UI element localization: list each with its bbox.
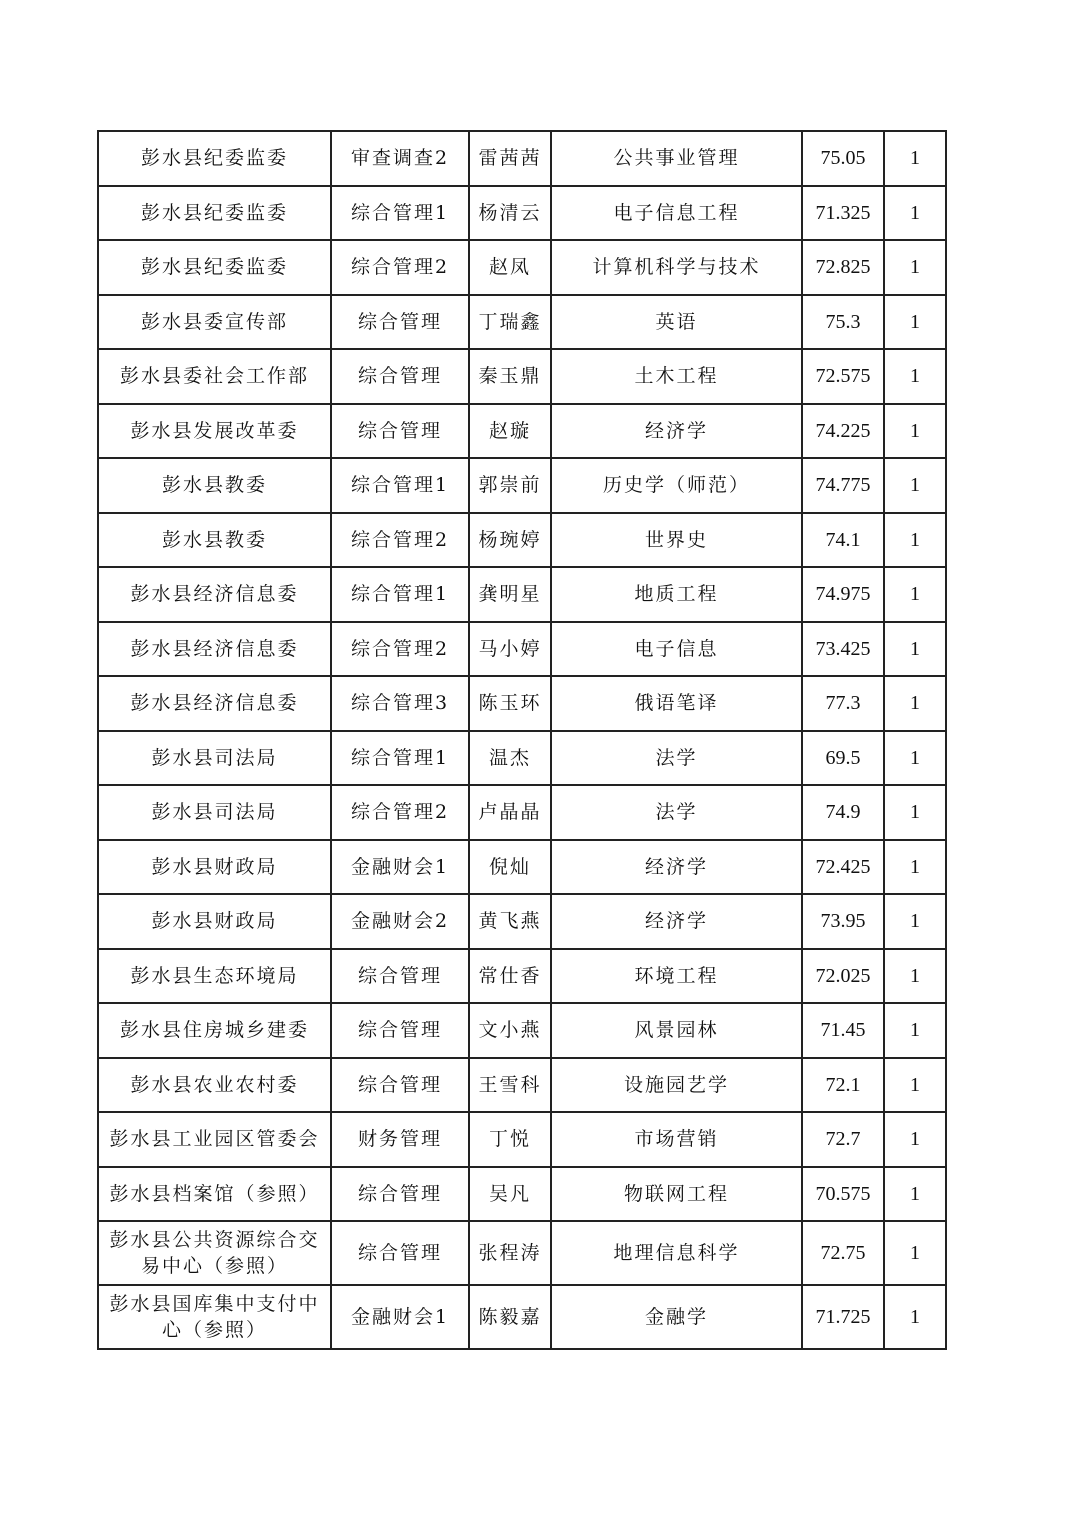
major-cell: 地理信息科学 xyxy=(551,1221,802,1285)
position-cell: 金融财会1 xyxy=(331,840,469,895)
table-row xyxy=(98,676,946,731)
count-cell: 1 xyxy=(884,404,946,459)
score-cell: 74.975 xyxy=(802,567,884,622)
position-cell: 综合管理1 xyxy=(331,567,469,622)
table-row xyxy=(98,1003,946,1058)
score-cell: 72.575 xyxy=(802,349,884,404)
major-cell: 经济学 xyxy=(551,840,802,895)
position-cell: 综合管理2 xyxy=(331,240,469,295)
unit-cell: 彭水县纪委监委 xyxy=(98,240,331,295)
name-cell: 陈玉环 xyxy=(469,676,551,731)
count-cell: 1 xyxy=(884,1003,946,1058)
table-row xyxy=(98,1221,946,1285)
count-cell: 1 xyxy=(884,676,946,731)
count-cell: 1 xyxy=(884,731,946,786)
count-cell: 1 xyxy=(884,785,946,840)
count-cell: 1 xyxy=(884,1221,946,1285)
score-cell: 71.45 xyxy=(802,1003,884,1058)
name-cell: 文小燕 xyxy=(469,1003,551,1058)
name-cell: 赵凤 xyxy=(469,240,551,295)
score-cell: 71.725 xyxy=(802,1285,884,1349)
table-row xyxy=(98,404,946,459)
count-cell: 1 xyxy=(884,622,946,677)
name-cell: 吴凡 xyxy=(469,1167,551,1222)
count-cell: 1 xyxy=(884,295,946,350)
name-cell: 丁瑞鑫 xyxy=(469,295,551,350)
unit-cell: 彭水县司法局 xyxy=(98,731,331,786)
table-row xyxy=(98,349,946,404)
name-cell: 杨琬婷 xyxy=(469,513,551,568)
major-cell: 历史学（师范） xyxy=(551,458,802,513)
score-cell: 73.425 xyxy=(802,622,884,677)
unit-cell: 彭水县发展改革委 xyxy=(98,404,331,459)
score-cell: 72.1 xyxy=(802,1058,884,1113)
score-cell: 72.7 xyxy=(802,1112,884,1167)
name-cell: 赵璇 xyxy=(469,404,551,459)
score-cell: 73.95 xyxy=(802,894,884,949)
table-row xyxy=(98,1285,946,1349)
table-row xyxy=(98,567,946,622)
score-cell: 77.3 xyxy=(802,676,884,731)
position-cell: 综合管理 xyxy=(331,404,469,459)
position-cell: 综合管理2 xyxy=(331,513,469,568)
name-cell: 王雪科 xyxy=(469,1058,551,1113)
count-cell: 1 xyxy=(884,567,946,622)
position-cell: 综合管理2 xyxy=(331,622,469,677)
major-cell: 俄语笔译 xyxy=(551,676,802,731)
name-cell: 郭崇前 xyxy=(469,458,551,513)
position-cell: 综合管理 xyxy=(331,1167,469,1222)
unit-cell: 彭水县财政局 xyxy=(98,840,331,895)
count-cell: 1 xyxy=(884,513,946,568)
major-cell: 经济学 xyxy=(551,894,802,949)
count-cell: 1 xyxy=(884,349,946,404)
score-cell: 74.775 xyxy=(802,458,884,513)
table-row xyxy=(98,295,946,350)
position-cell: 金融财会2 xyxy=(331,894,469,949)
count-cell: 1 xyxy=(884,458,946,513)
table-row xyxy=(98,240,946,295)
table-row xyxy=(98,894,946,949)
score-cell: 71.325 xyxy=(802,186,884,241)
candidate-table xyxy=(97,130,947,1350)
position-cell: 综合管理 xyxy=(331,1221,469,1285)
score-cell: 74.225 xyxy=(802,404,884,459)
table-row xyxy=(98,840,946,895)
unit-cell: 彭水县农业农村委 xyxy=(98,1058,331,1113)
name-cell: 温杰 xyxy=(469,731,551,786)
unit-cell: 彭水县纪委监委 xyxy=(98,186,331,241)
unit-cell: 彭水县委社会工作部 xyxy=(98,349,331,404)
count-cell: 1 xyxy=(884,131,946,186)
major-cell: 风景园林 xyxy=(551,1003,802,1058)
name-cell: 龚明星 xyxy=(469,567,551,622)
count-cell: 1 xyxy=(884,186,946,241)
name-cell: 秦玉鼎 xyxy=(469,349,551,404)
score-cell: 72.75 xyxy=(802,1221,884,1285)
score-cell: 74.9 xyxy=(802,785,884,840)
position-cell: 综合管理1 xyxy=(331,458,469,513)
score-cell: 74.1 xyxy=(802,513,884,568)
major-cell: 地质工程 xyxy=(551,567,802,622)
unit-cell: 彭水县司法局 xyxy=(98,785,331,840)
candidate-table-body xyxy=(98,131,946,1349)
position-cell: 审查调查2 xyxy=(331,131,469,186)
count-cell: 1 xyxy=(884,894,946,949)
count-cell: 1 xyxy=(884,949,946,1004)
count-cell: 1 xyxy=(884,1112,946,1167)
score-cell: 72.425 xyxy=(802,840,884,895)
table-row xyxy=(98,186,946,241)
position-cell: 综合管理 xyxy=(331,295,469,350)
unit-cell: 彭水县委宣传部 xyxy=(98,295,331,350)
unit-cell: 彭水县经济信息委 xyxy=(98,676,331,731)
major-cell: 设施园艺学 xyxy=(551,1058,802,1113)
name-cell: 卢晶晶 xyxy=(469,785,551,840)
major-cell: 环境工程 xyxy=(551,949,802,1004)
position-cell: 综合管理 xyxy=(331,349,469,404)
score-cell: 72.825 xyxy=(802,240,884,295)
position-cell: 综合管理3 xyxy=(331,676,469,731)
major-cell: 市场营销 xyxy=(551,1112,802,1167)
unit-cell: 彭水县住房城乡建委 xyxy=(98,1003,331,1058)
name-cell: 张程涛 xyxy=(469,1221,551,1285)
name-cell: 陈毅嘉 xyxy=(469,1285,551,1349)
unit-cell: 彭水县纪委监委 xyxy=(98,131,331,186)
unit-cell: 彭水县教委 xyxy=(98,458,331,513)
score-cell: 75.05 xyxy=(802,131,884,186)
count-cell: 1 xyxy=(884,1058,946,1113)
name-cell: 丁悦 xyxy=(469,1112,551,1167)
count-cell: 1 xyxy=(884,240,946,295)
major-cell: 法学 xyxy=(551,731,802,786)
unit-cell: 彭水县经济信息委 xyxy=(98,622,331,677)
unit-cell: 彭水县教委 xyxy=(98,513,331,568)
unit-cell: 彭水县财政局 xyxy=(98,894,331,949)
table-row xyxy=(98,513,946,568)
major-cell: 金融学 xyxy=(551,1285,802,1349)
position-cell: 综合管理 xyxy=(331,1003,469,1058)
table-row xyxy=(98,1058,946,1113)
table-row xyxy=(98,949,946,1004)
count-cell: 1 xyxy=(884,1167,946,1222)
unit-cell: 彭水县国库集中支付中心（参照） xyxy=(98,1285,331,1349)
unit-cell: 彭水县档案馆（参照） xyxy=(98,1167,331,1222)
table-row xyxy=(98,131,946,186)
score-cell: 75.3 xyxy=(802,295,884,350)
name-cell: 马小婷 xyxy=(469,622,551,677)
count-cell: 1 xyxy=(884,840,946,895)
major-cell: 世界史 xyxy=(551,513,802,568)
major-cell: 计算机科学与技术 xyxy=(551,240,802,295)
unit-cell: 彭水县公共资源综合交易中心（参照） xyxy=(98,1221,331,1285)
name-cell: 杨清云 xyxy=(469,186,551,241)
major-cell: 公共事业管理 xyxy=(551,131,802,186)
score-cell: 70.575 xyxy=(802,1167,884,1222)
major-cell: 土木工程 xyxy=(551,349,802,404)
name-cell: 倪灿 xyxy=(469,840,551,895)
table-row xyxy=(98,731,946,786)
major-cell: 物联网工程 xyxy=(551,1167,802,1222)
position-cell: 综合管理 xyxy=(331,1058,469,1113)
table-row xyxy=(98,1112,946,1167)
major-cell: 电子信息 xyxy=(551,622,802,677)
unit-cell: 彭水县工业园区管委会 xyxy=(98,1112,331,1167)
table-row xyxy=(98,622,946,677)
major-cell: 电子信息工程 xyxy=(551,186,802,241)
position-cell: 综合管理2 xyxy=(331,785,469,840)
count-cell: 1 xyxy=(884,1285,946,1349)
score-cell: 72.025 xyxy=(802,949,884,1004)
name-cell: 黄飞燕 xyxy=(469,894,551,949)
position-cell: 金融财会1 xyxy=(331,1285,469,1349)
position-cell: 综合管理1 xyxy=(331,186,469,241)
unit-cell: 彭水县经济信息委 xyxy=(98,567,331,622)
name-cell: 雷茜茜 xyxy=(469,131,551,186)
major-cell: 英语 xyxy=(551,295,802,350)
position-cell: 综合管理1 xyxy=(331,731,469,786)
name-cell: 常仕香 xyxy=(469,949,551,1004)
table-row xyxy=(98,1167,946,1222)
position-cell: 综合管理 xyxy=(331,949,469,1004)
major-cell: 法学 xyxy=(551,785,802,840)
unit-cell: 彭水县生态环境局 xyxy=(98,949,331,1004)
table-row xyxy=(98,785,946,840)
score-cell: 69.5 xyxy=(802,731,884,786)
major-cell: 经济学 xyxy=(551,404,802,459)
table-row xyxy=(98,458,946,513)
position-cell: 财务管理 xyxy=(331,1112,469,1167)
